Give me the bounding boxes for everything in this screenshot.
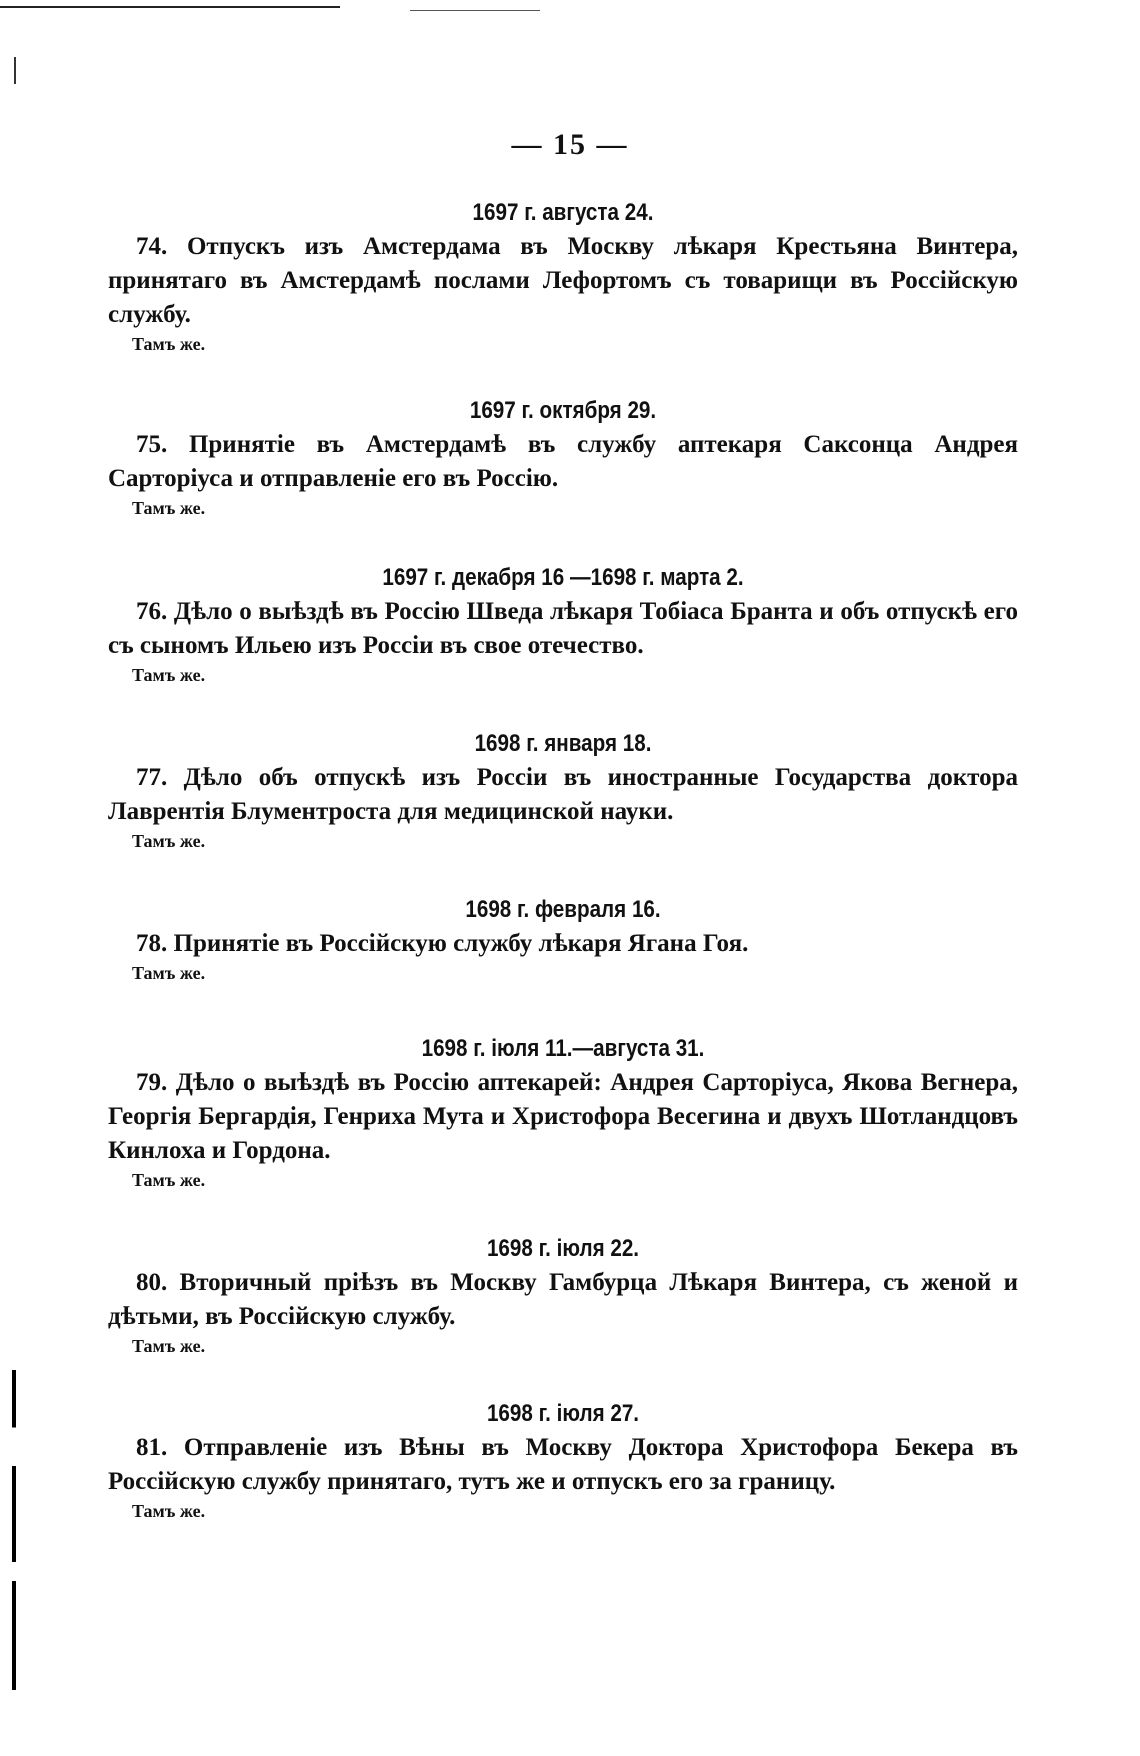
entry-text: 76. Дѣло о выѣздѣ въ Россію Шведа лѣкаря Тобіаса Бранта и объ отпускѣ его съ сыномъ Ильею изъ Россіи въ свое отечество. [108, 598, 1018, 659]
entry-source: Тамъ же. [132, 1501, 206, 1521]
entry-date: 1697 г. августа 24. [472, 199, 654, 226]
scan-artifact-top-line-2 [410, 10, 540, 11]
entry-81 [108, 1397, 1018, 1523]
page-number: — 15 — [511, 128, 629, 161]
entry-date: 1698 г. іюля 27. [486, 1400, 640, 1427]
entry-date: 1698 г. февраля 16. [465, 896, 661, 923]
entry-text: 74. Отпускъ изъ Амстердама въ Москву лѣкаря Крестьяна Винтера, принятаго въ Амстердамѣ послами Лефортомъ съ товарищи въ Россійскую службу. [108, 233, 1018, 328]
entry-source: Тамъ же. [132, 963, 206, 983]
entry-date: 1697 г. октября 29. [469, 397, 657, 424]
entry-source: Тамъ же. [132, 1170, 206, 1190]
scan-artifact-top-line [0, 6, 340, 8]
entry-80 [108, 1232, 1018, 1358]
scan-artifact-left-edge-top [14, 30, 16, 120]
entry-source: Тамъ же. [132, 831, 206, 851]
entry-date: 1698 г. іюля 22. [486, 1235, 640, 1262]
entry-text: 78. Принятіе въ Россійскую службу лѣкаря Ягана Гоя. [136, 930, 749, 957]
entry-source: Тамъ же. [132, 498, 206, 518]
entry-79 [108, 1032, 1018, 1192]
entry-74 [108, 196, 1018, 356]
entry-date: 1698 г. января 18. [474, 730, 652, 757]
entry-75 [108, 394, 1018, 520]
entry-76 [108, 561, 1018, 687]
entry-source: Тамъ же. [132, 665, 206, 685]
entry-text: 75. Принятіе въ Амстердамѣ въ службу аптекаря Саксонца Андрея Сарторіуса и отправленіе его въ Россію. [108, 431, 1018, 492]
scan-artifact-left-edge-bottom [12, 1370, 16, 1690]
entry-date: 1697 г. декабря 16 —1698 г. марта 2. [382, 564, 744, 591]
entry-text: 80. Вторичный пріѣзъ въ Москву Гамбурца Лѣкаря Винтера, съ женой и дѣтьми, въ Россійскую службу. [108, 1269, 1018, 1330]
entry-78 [108, 893, 1018, 985]
entry-77 [108, 727, 1018, 853]
entry-text: 81. Отправленіе изъ Вѣны въ Москву Доктора Христофора Бекера въ Россійскую службу принятаго, тутъ же и отпускъ его за границу. [108, 1434, 1018, 1495]
entry-source: Тамъ же. [132, 334, 206, 354]
entry-date: 1698 г. іюля 11.—августа 31. [421, 1035, 705, 1062]
entry-text: 77. Дѣло объ отпускѣ изъ Россіи въ иностранные Государства доктора Лаврентія Блументроста для медицинской науки. [108, 764, 1018, 825]
entry-source: Тамъ же. [132, 1336, 206, 1356]
entry-text: 79. Дѣло о выѣздѣ въ Россію аптекарей: Андрея Сарторіуса, Якова Вегнера, Георгія Бергардія, Генриха Мута и Христофора Весегина и двухъ Шотландцовъ Кинлоха и Гордона. [108, 1069, 1018, 1164]
